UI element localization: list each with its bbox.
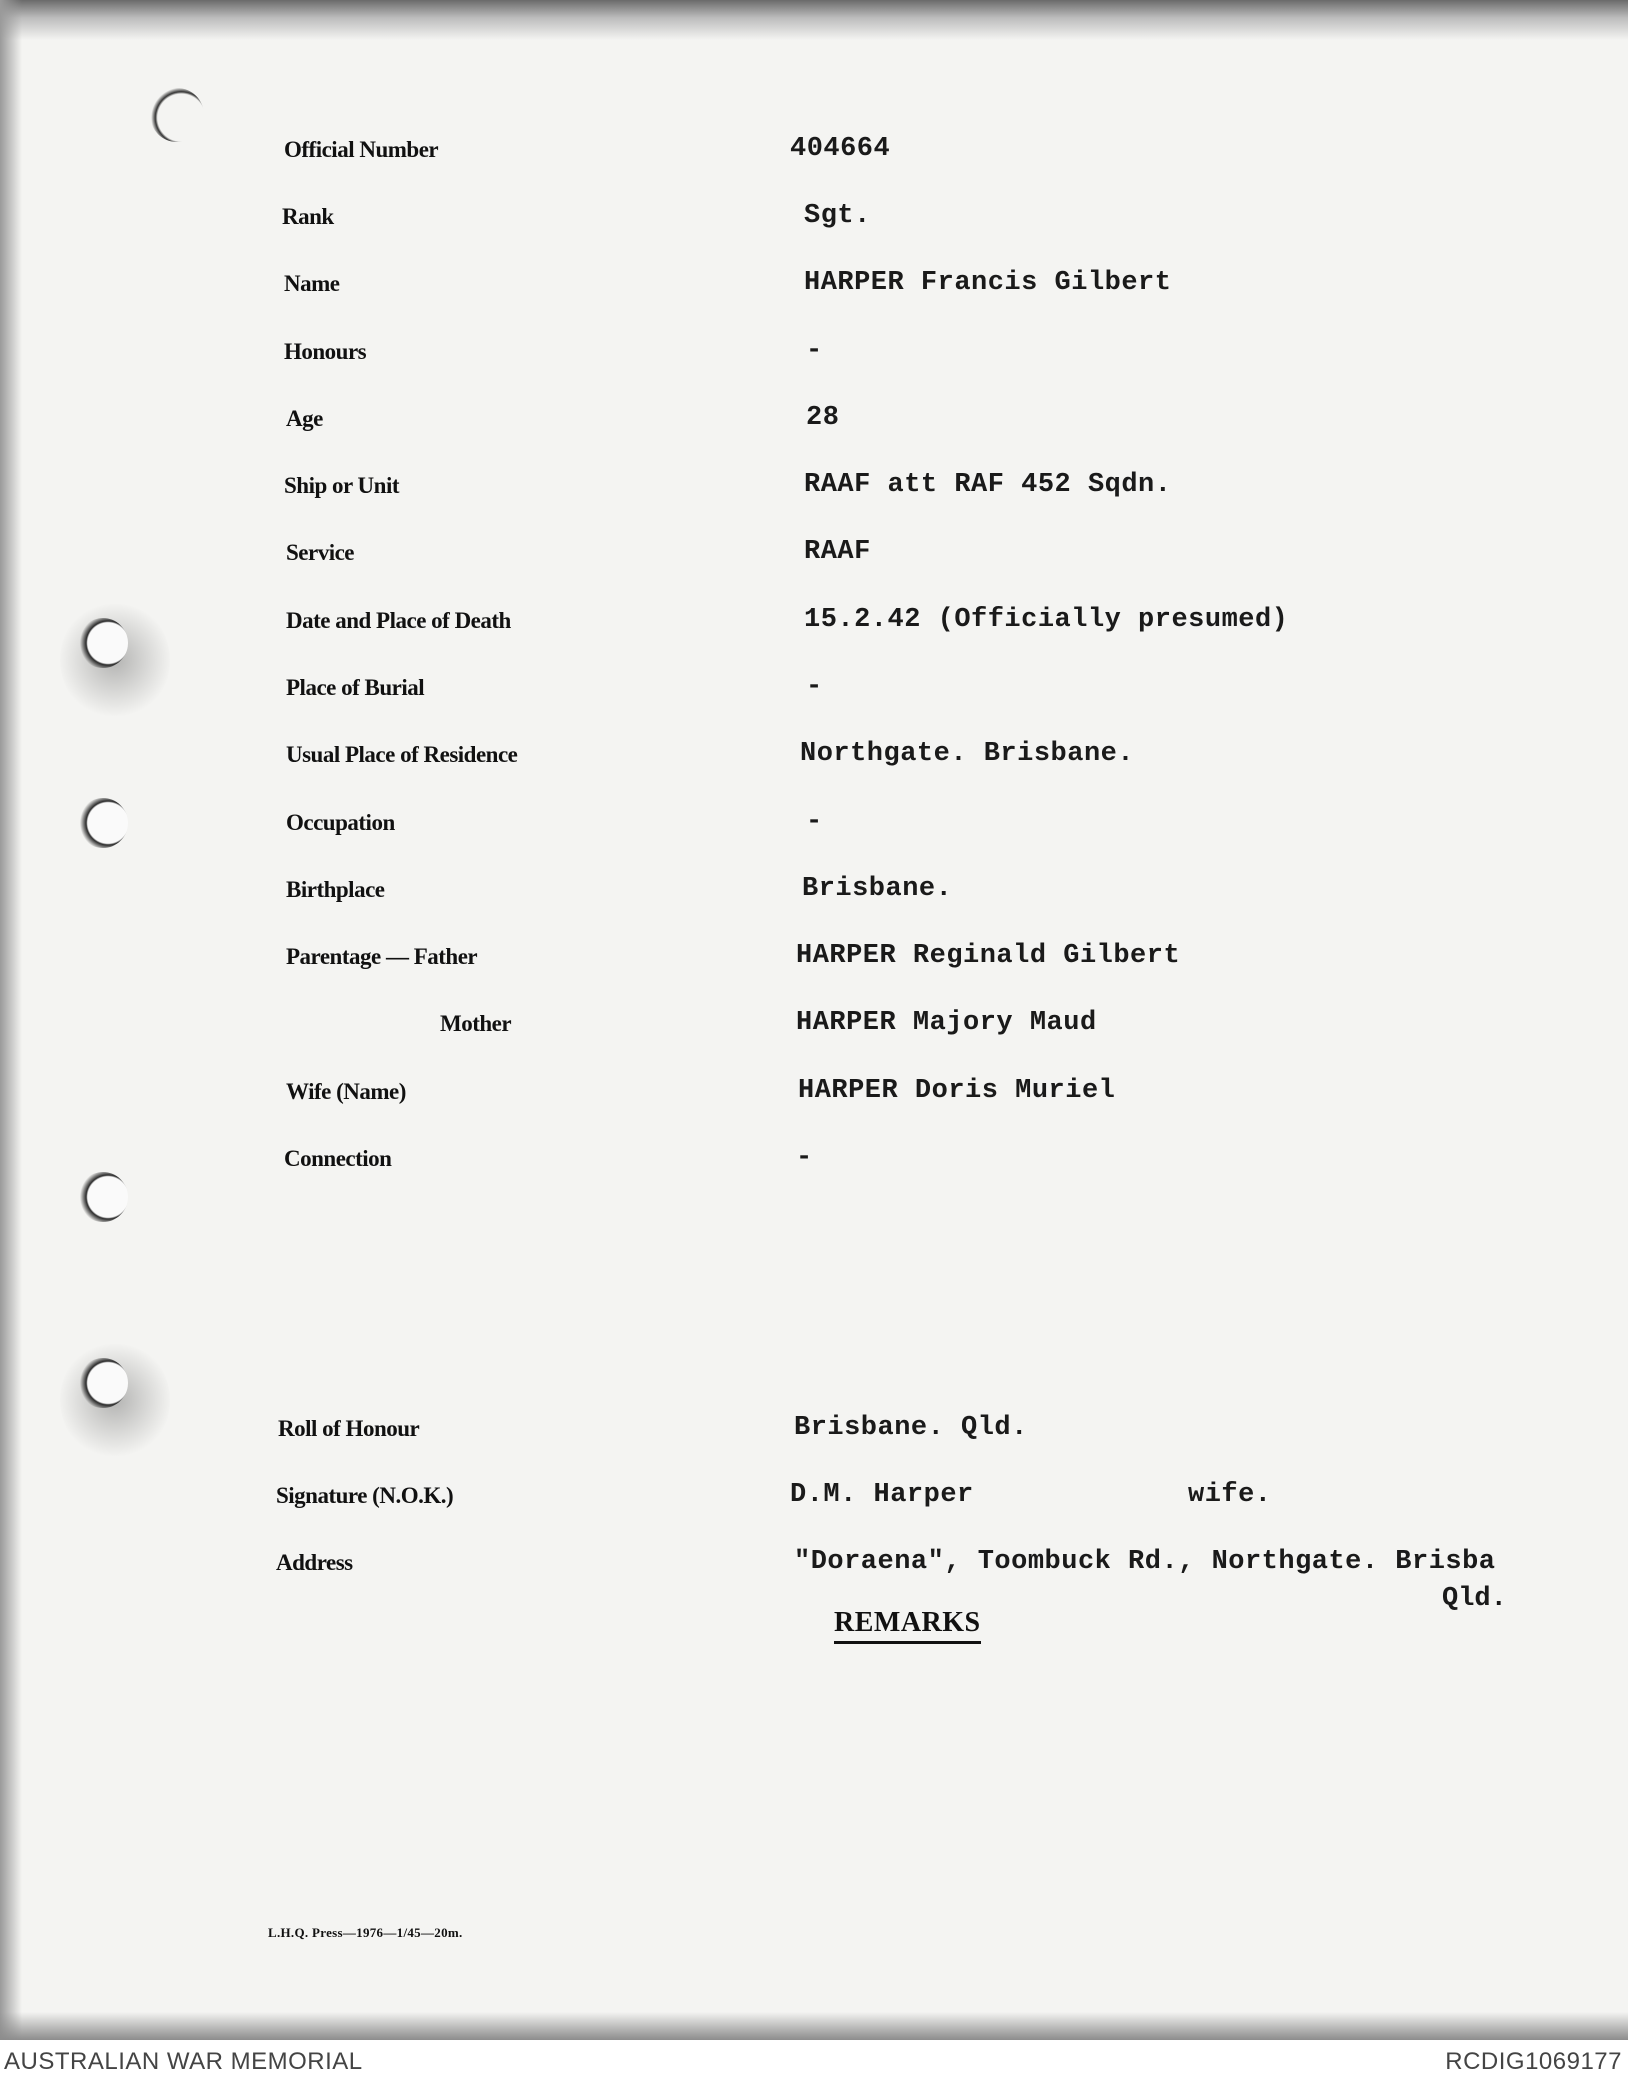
punch-hole	[78, 1358, 128, 1408]
field-value: -	[806, 336, 823, 366]
field-label: Signature (N.O.K.)	[276, 1483, 454, 1508]
field-value: -	[796, 1143, 813, 1173]
scan-edge-bottom	[0, 2012, 1628, 2040]
punch-hole	[78, 798, 128, 848]
field-value: HARPER Francis Gilbert	[804, 268, 1172, 298]
field-label: Official Number	[284, 137, 439, 162]
field-label: Honours	[284, 339, 367, 364]
field-value-line2: Qld.	[1442, 1584, 1507, 1614]
field-label: Parentage — Father	[286, 944, 478, 969]
field-label: Birthplace	[286, 877, 385, 902]
field-value: Sgt.	[804, 201, 871, 231]
field-label: Roll of Honour	[278, 1416, 420, 1441]
field-value: 28	[806, 403, 840, 433]
archive-reference: RCDIG1069177	[1445, 2048, 1622, 2075]
field-value: RAAF att RAF 452 Sqdn.	[804, 470, 1172, 500]
field-value-extra: wife.	[1188, 1480, 1272, 1510]
field-label: Connection	[284, 1146, 392, 1171]
field-value: -	[806, 672, 823, 702]
scan-edge-left	[0, 0, 22, 2040]
field-value: HARPER Reginald Gilbert	[796, 941, 1181, 971]
punch-hole	[78, 1172, 128, 1222]
field-label: Rank	[282, 204, 334, 229]
field-label: Occupation	[286, 810, 395, 835]
field-value: 15.2.42 (Officially presumed)	[804, 605, 1289, 635]
field-label: Ship or Unit	[284, 473, 400, 498]
punch-hole	[78, 618, 128, 668]
field-value: 404664	[790, 134, 891, 164]
field-label: Service	[286, 540, 355, 565]
field-value: HARPER Doris Muriel	[798, 1076, 1116, 1106]
field-label: Name	[284, 271, 340, 296]
field-label: Address	[276, 1550, 353, 1575]
field-label: Usual Place of Residence	[286, 742, 518, 767]
field-label: Age	[286, 406, 323, 431]
field-value: -	[806, 807, 823, 837]
field-value: RAAF	[804, 537, 871, 567]
field-value: Northgate. Brisbane.	[800, 739, 1135, 769]
punch-hole	[150, 88, 204, 142]
scan-edge-top	[0, 0, 1628, 40]
field-value: "Doraena", Toombuck Rd., Northgate. Brisba	[794, 1547, 1496, 1577]
field-value: HARPER Majory Maud	[796, 1008, 1097, 1038]
field-label: Date and Place of Death	[286, 608, 511, 633]
field-value: Brisbane. Qld.	[794, 1413, 1028, 1443]
field-label: Place of Burial	[286, 675, 425, 700]
field-value: Brisbane.	[802, 874, 953, 904]
remarks-heading: REMARKS	[834, 1607, 981, 1644]
field-value: D.M. Harper	[790, 1480, 974, 1510]
archive-caption: AUSTRALIAN WAR MEMORIAL	[4, 2048, 363, 2075]
field-label: Wife (Name)	[286, 1079, 406, 1104]
print-code: L.H.Q. Press—1976—1/45—20m.	[268, 1925, 463, 1940]
field-label: Mother	[440, 1011, 512, 1036]
